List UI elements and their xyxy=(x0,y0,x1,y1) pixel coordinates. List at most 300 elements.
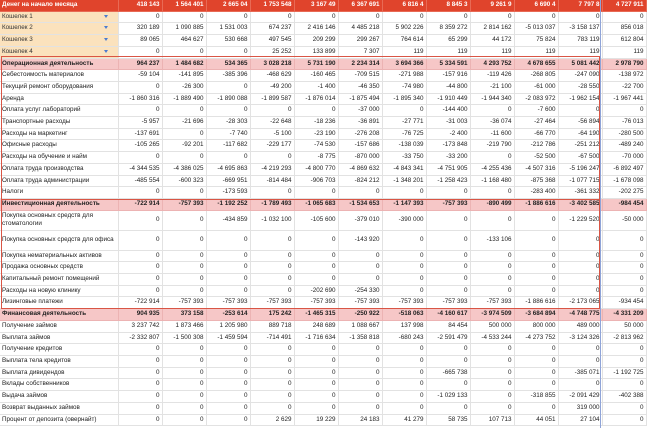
value-cell[interactable]: 0 xyxy=(162,414,206,426)
value-cell[interactable]: -46 350 xyxy=(338,81,382,93)
value-cell[interactable]: 50 000 xyxy=(602,320,646,332)
value-cell[interactable]: 0 xyxy=(206,285,250,297)
row-label-cell[interactable]: Возврат выданных займов xyxy=(0,402,118,414)
value-cell[interactable]: 0 xyxy=(294,262,338,274)
value-cell[interactable]: 0 xyxy=(338,187,382,199)
row-label-cell[interactable]: Налоги xyxy=(0,187,118,199)
value-cell[interactable]: -5 100 xyxy=(250,128,294,140)
value-cell[interactable]: 0 xyxy=(338,391,382,403)
value-cell[interactable]: -33 200 xyxy=(426,152,470,164)
value-cell[interactable]: 0 xyxy=(294,367,338,379)
value-cell[interactable]: -250 922 xyxy=(338,309,382,321)
value-cell[interactable]: 0 xyxy=(206,230,250,250)
value-cell[interactable]: -1 534 653 xyxy=(338,198,382,210)
value-cell[interactable]: 2 665 04 xyxy=(206,0,250,11)
value-cell[interactable]: -890 499 xyxy=(470,198,514,210)
value-cell[interactable]: -824 212 xyxy=(338,175,382,187)
value-cell[interactable]: 0 xyxy=(602,250,646,262)
value-cell[interactable]: -4 751 905 xyxy=(426,163,470,175)
value-cell[interactable]: 0 xyxy=(118,11,162,23)
value-cell[interactable]: -361 332 xyxy=(558,187,602,199)
value-cell[interactable]: 0 xyxy=(514,402,558,414)
value-cell[interactable]: -8 775 xyxy=(294,152,338,164)
value-cell[interactable]: 0 xyxy=(470,355,514,367)
value-cell[interactable]: 783 119 xyxy=(558,35,602,47)
value-cell[interactable]: -105 265 xyxy=(118,140,162,152)
value-cell[interactable]: 0 xyxy=(162,344,206,356)
value-cell[interactable]: -1 678 098 xyxy=(602,175,646,187)
value-cell[interactable]: -875 368 xyxy=(514,175,558,187)
row-label-cell[interactable]: Выплата займов xyxy=(0,332,118,344)
value-cell[interactable]: 25 252 xyxy=(250,46,294,58)
value-cell[interactable]: 0 xyxy=(338,11,382,23)
value-cell[interactable]: -219 790 xyxy=(470,140,514,152)
value-cell[interactable]: -3 402 585 xyxy=(558,198,602,210)
value-cell[interactable]: 0 xyxy=(250,274,294,286)
value-cell[interactable]: -133 106 xyxy=(470,230,514,250)
value-cell[interactable]: 133 899 xyxy=(294,46,338,58)
row-label-cell[interactable]: Продажа основных средств xyxy=(0,262,118,274)
value-cell[interactable]: 0 xyxy=(118,391,162,403)
value-cell[interactable]: -1 860 316 xyxy=(118,93,162,105)
value-cell[interactable]: 0 xyxy=(162,11,206,23)
value-cell[interactable]: 489 000 xyxy=(558,320,602,332)
value-cell[interactable]: 0 xyxy=(382,285,426,297)
value-cell[interactable]: -50 000 xyxy=(602,210,646,230)
value-cell[interactable]: -665 738 xyxy=(426,367,470,379)
value-cell[interactable]: 0 xyxy=(206,81,250,93)
value-cell[interactable]: 0 xyxy=(470,402,514,414)
value-cell[interactable]: -680 243 xyxy=(382,332,426,344)
value-cell[interactable]: -6 892 497 xyxy=(602,163,646,175)
value-cell[interactable]: -2 813 962 xyxy=(602,332,646,344)
value-cell[interactable]: 0 xyxy=(470,250,514,262)
value-cell[interactable]: -56 894 xyxy=(558,117,602,129)
value-cell[interactable]: 4 293 752 xyxy=(470,58,514,70)
row-label-cell[interactable]: Операционная деятельность xyxy=(0,58,118,70)
value-cell[interactable]: -1 944 340 xyxy=(470,93,514,105)
dropdown-arrow-icon[interactable] xyxy=(104,50,108,53)
row-label-cell[interactable]: Себестоимость материалов xyxy=(0,70,118,82)
value-cell[interactable]: -2 400 xyxy=(426,128,470,140)
value-cell[interactable]: -141 895 xyxy=(162,70,206,82)
row-label-cell[interactable] xyxy=(0,46,118,58)
value-cell[interactable]: -52 500 xyxy=(514,152,558,164)
value-cell[interactable]: -33 750 xyxy=(382,152,426,164)
value-cell[interactable]: 464 627 xyxy=(162,35,206,47)
value-cell[interactable]: 0 xyxy=(294,274,338,286)
value-cell[interactable]: -7 740 xyxy=(206,128,250,140)
value-cell[interactable]: 0 xyxy=(470,210,514,230)
row-label-cell[interactable]: Процент от депозита (овернайт) xyxy=(0,414,118,426)
value-cell[interactable]: 0 xyxy=(294,391,338,403)
row-label-cell[interactable]: Выплата тела кредитов xyxy=(0,355,118,367)
value-cell[interactable]: -1 875 494 xyxy=(338,93,382,105)
value-cell[interactable]: 0 xyxy=(162,250,206,262)
value-cell[interactable]: -74 530 xyxy=(294,140,338,152)
value-cell[interactable]: -379 010 xyxy=(338,210,382,230)
value-cell[interactable]: 0 xyxy=(206,379,250,391)
value-cell[interactable]: -5 013 037 xyxy=(514,23,558,35)
value-cell[interactable]: 0 xyxy=(294,11,338,23)
value-cell[interactable]: -2 332 807 xyxy=(118,332,162,344)
value-cell[interactable]: 0 xyxy=(558,274,602,286)
row-label-cell[interactable]: Покупка основных средств для стоматологии xyxy=(0,210,118,230)
value-cell[interactable]: -4 695 863 xyxy=(206,163,250,175)
value-cell[interactable]: -1 789 493 xyxy=(250,198,294,210)
value-cell[interactable]: -468 629 xyxy=(250,70,294,82)
value-cell[interactable]: 0 xyxy=(118,152,162,164)
value-cell[interactable]: -36 891 xyxy=(338,117,382,129)
value-cell[interactable]: 0 xyxy=(382,230,426,250)
value-cell[interactable]: -4 160 617 xyxy=(426,309,470,321)
value-cell[interactable]: -254 330 xyxy=(338,285,382,297)
value-cell[interactable]: -283 400 xyxy=(514,187,558,199)
value-cell[interactable]: -21 100 xyxy=(470,81,514,93)
value-cell[interactable]: -1 147 393 xyxy=(382,198,426,210)
value-cell[interactable]: 0 xyxy=(382,402,426,414)
value-cell[interactable]: 248 689 xyxy=(294,320,338,332)
row-label-cell[interactable]: Получение займов xyxy=(0,320,118,332)
value-cell[interactable]: 58 735 xyxy=(426,414,470,426)
value-cell[interactable]: 19 229 xyxy=(294,414,338,426)
value-cell[interactable]: 0 xyxy=(118,46,162,58)
row-label-cell[interactable]: Вклады собственников xyxy=(0,379,118,391)
value-cell[interactable]: -138 039 xyxy=(382,140,426,152)
value-cell[interactable]: 0 xyxy=(294,355,338,367)
value-cell[interactable]: 3 028 218 xyxy=(250,58,294,70)
value-cell[interactable]: -18 236 xyxy=(294,117,338,129)
value-cell[interactable]: 0 xyxy=(250,250,294,262)
value-cell[interactable]: -385 071 xyxy=(558,367,602,379)
value-cell[interactable]: 0 xyxy=(294,379,338,391)
value-cell[interactable]: -757 393 xyxy=(250,297,294,309)
value-cell[interactable]: -390 000 xyxy=(382,210,426,230)
value-cell[interactable]: 0 xyxy=(558,250,602,262)
value-cell[interactable]: 27 104 xyxy=(558,414,602,426)
value-cell[interactable]: 0 xyxy=(118,187,162,199)
value-cell[interactable]: 0 xyxy=(162,210,206,230)
value-cell[interactable]: 0 xyxy=(382,355,426,367)
value-cell[interactable]: 0 xyxy=(206,46,250,58)
value-cell[interactable]: 3 237 742 xyxy=(118,320,162,332)
value-cell[interactable]: 299 267 xyxy=(338,35,382,47)
value-cell[interactable]: -70 000 xyxy=(602,152,646,164)
value-cell[interactable]: 674 237 xyxy=(250,23,294,35)
value-cell[interactable]: 2 416 146 xyxy=(294,23,338,35)
value-cell[interactable]: -26 300 xyxy=(162,81,206,93)
value-cell[interactable]: -36 074 xyxy=(470,117,514,129)
value-cell[interactable]: 0 xyxy=(206,391,250,403)
value-cell[interactable]: 0 xyxy=(558,355,602,367)
value-cell[interactable]: 0 xyxy=(338,402,382,414)
value-cell[interactable]: 3 694 366 xyxy=(382,58,426,70)
value-cell[interactable]: 0 xyxy=(250,187,294,199)
value-cell[interactable]: 497 545 xyxy=(250,35,294,47)
value-cell[interactable]: 24 183 xyxy=(338,414,382,426)
value-cell[interactable]: 964 237 xyxy=(118,58,162,70)
value-cell[interactable]: 0 xyxy=(338,344,382,356)
row-label-cell[interactable]: Аренда xyxy=(0,93,118,105)
value-cell[interactable]: -1 358 818 xyxy=(338,332,382,344)
value-cell[interactable]: -1 716 634 xyxy=(294,332,338,344)
value-cell[interactable]: -757 393 xyxy=(206,297,250,309)
value-cell[interactable]: 0 xyxy=(206,414,250,426)
value-cell[interactable]: -4 800 770 xyxy=(294,163,338,175)
value-cell[interactable]: -27 464 xyxy=(514,117,558,129)
value-cell[interactable]: -1 886 616 xyxy=(514,297,558,309)
value-cell[interactable]: 119 xyxy=(470,46,514,58)
value-cell[interactable]: 320 189 xyxy=(118,23,162,35)
value-cell[interactable]: 0 xyxy=(382,262,426,274)
value-cell[interactable]: 0 xyxy=(514,344,558,356)
value-cell[interactable]: -119 426 xyxy=(470,70,514,82)
value-cell[interactable]: 3 167 49 xyxy=(294,0,338,11)
value-cell[interactable]: -251 212 xyxy=(558,140,602,152)
value-cell[interactable]: 0 xyxy=(294,230,338,250)
value-cell[interactable]: -28 550 xyxy=(558,81,602,93)
row-label-cell[interactable]: Офисные расходы xyxy=(0,140,118,152)
value-cell[interactable]: 0 xyxy=(426,285,470,297)
value-cell[interactable]: -5 196 247 xyxy=(558,163,602,175)
value-cell[interactable]: 0 xyxy=(294,344,338,356)
value-cell[interactable]: 0 xyxy=(470,105,514,117)
row-label-cell[interactable]: Текущий ремонт оборудования xyxy=(0,81,118,93)
value-cell[interactable]: -37 000 xyxy=(338,105,382,117)
value-cell[interactable]: 0 xyxy=(250,285,294,297)
value-cell[interactable]: -280 500 xyxy=(602,128,646,140)
value-cell[interactable]: -229 177 xyxy=(250,140,294,152)
value-cell[interactable]: -4 843 341 xyxy=(382,163,426,175)
value-cell[interactable]: 0 xyxy=(250,355,294,367)
value-cell[interactable]: 1 088 667 xyxy=(338,320,382,332)
value-cell[interactable]: -4 255 436 xyxy=(470,163,514,175)
value-cell[interactable]: 0 xyxy=(426,210,470,230)
value-cell[interactable]: 1 564 401 xyxy=(162,0,206,11)
value-cell[interactable]: -870 000 xyxy=(338,152,382,164)
value-cell[interactable]: 0 xyxy=(382,187,426,199)
value-cell[interactable]: -64 190 xyxy=(558,128,602,140)
value-cell[interactable]: -757 393 xyxy=(162,198,206,210)
value-cell[interactable]: -4 331 209 xyxy=(602,309,646,321)
value-cell[interactable]: -489 240 xyxy=(602,140,646,152)
value-cell[interactable]: 0 xyxy=(250,344,294,356)
value-cell[interactable]: 0 xyxy=(338,367,382,379)
value-cell[interactable]: -1 500 308 xyxy=(162,332,206,344)
value-cell[interactable]: 119 xyxy=(602,46,646,58)
value-cell[interactable]: 0 xyxy=(382,344,426,356)
dropdown-arrow-icon[interactable] xyxy=(104,38,108,41)
row-label-cell[interactable]: Финансовая деятельность xyxy=(0,309,118,321)
value-cell[interactable]: 0 xyxy=(602,379,646,391)
value-cell[interactable]: 500 000 xyxy=(470,320,514,332)
value-cell[interactable]: -1 029 133 xyxy=(426,391,470,403)
value-cell[interactable]: 0 xyxy=(514,274,558,286)
value-cell[interactable]: 7 797 8 xyxy=(558,0,602,11)
value-cell[interactable]: -11 600 xyxy=(470,128,514,140)
value-cell[interactable]: 119 xyxy=(426,46,470,58)
value-cell[interactable]: 0 xyxy=(470,344,514,356)
value-cell[interactable]: 0 xyxy=(426,402,470,414)
value-cell[interactable]: 0 xyxy=(118,274,162,286)
value-cell[interactable]: 0 xyxy=(118,262,162,274)
value-cell[interactable]: 6 367 691 xyxy=(338,0,382,11)
value-cell[interactable]: 0 xyxy=(118,230,162,250)
value-cell[interactable]: 0 xyxy=(250,105,294,117)
value-cell[interactable]: -757 393 xyxy=(294,297,338,309)
value-cell[interactable]: 0 xyxy=(470,274,514,286)
value-cell[interactable]: -669 951 xyxy=(206,175,250,187)
value-cell[interactable]: -757 393 xyxy=(338,297,382,309)
value-cell[interactable]: 0 xyxy=(250,11,294,23)
value-cell[interactable]: -757 393 xyxy=(426,297,470,309)
value-cell[interactable]: 4 678 655 xyxy=(514,58,558,70)
value-cell[interactable]: 0 xyxy=(602,414,646,426)
value-cell[interactable]: 0 xyxy=(382,274,426,286)
value-cell[interactable]: -202 690 xyxy=(294,285,338,297)
value-cell[interactable]: -2 591 479 xyxy=(426,332,470,344)
row-label-cell[interactable]: Выдача займов xyxy=(0,391,118,403)
value-cell[interactable]: 0 xyxy=(338,250,382,262)
value-cell[interactable]: 0 xyxy=(602,230,646,250)
value-cell[interactable]: 44 051 xyxy=(514,414,558,426)
value-cell[interactable]: 0 xyxy=(250,402,294,414)
value-cell[interactable]: -74 980 xyxy=(382,81,426,93)
value-cell[interactable]: 0 xyxy=(294,250,338,262)
value-cell[interactable]: -5 957 xyxy=(118,117,162,129)
value-cell[interactable]: 0 xyxy=(514,230,558,250)
value-cell[interactable]: -1 065 683 xyxy=(294,198,338,210)
value-cell[interactable]: -137 691 xyxy=(118,128,162,140)
value-cell[interactable]: 0 xyxy=(118,379,162,391)
value-cell[interactable]: -22 648 xyxy=(250,117,294,129)
value-cell[interactable]: 44 172 xyxy=(470,35,514,47)
value-cell[interactable]: -28 303 xyxy=(206,117,250,129)
value-cell[interactable]: 0 xyxy=(118,250,162,262)
value-cell[interactable]: -138 972 xyxy=(602,70,646,82)
value-cell[interactable]: 2 629 xyxy=(250,414,294,426)
value-cell[interactable]: 0 xyxy=(162,402,206,414)
value-cell[interactable]: -600 323 xyxy=(162,175,206,187)
value-cell[interactable]: 1 090 885 xyxy=(162,23,206,35)
value-cell[interactable]: -49 200 xyxy=(250,81,294,93)
value-cell[interactable]: -157 686 xyxy=(338,140,382,152)
value-cell[interactable]: 0 xyxy=(206,402,250,414)
value-cell[interactable]: 0 xyxy=(118,105,162,117)
value-cell[interactable]: -3 974 509 xyxy=(470,309,514,321)
row-label-cell[interactable]: Транспортные расходы xyxy=(0,117,118,129)
value-cell[interactable]: -3 684 894 xyxy=(514,309,558,321)
value-cell[interactable]: -27 771 xyxy=(382,117,426,129)
value-cell[interactable]: 0 xyxy=(602,11,646,23)
value-cell[interactable]: 0 xyxy=(382,391,426,403)
value-cell[interactable]: -2 091 429 xyxy=(558,391,602,403)
value-cell[interactable]: 0 xyxy=(294,105,338,117)
value-cell[interactable]: -402 388 xyxy=(602,391,646,403)
value-cell[interactable]: -4 219 293 xyxy=(250,163,294,175)
value-cell[interactable]: -117 682 xyxy=(206,140,250,152)
value-cell[interactable]: 0 xyxy=(470,187,514,199)
value-cell[interactable]: 0 xyxy=(602,355,646,367)
value-cell[interactable]: 0 xyxy=(602,274,646,286)
value-cell[interactable]: 0 xyxy=(426,250,470,262)
value-cell[interactable]: 0 xyxy=(162,46,206,58)
value-cell[interactable]: 0 xyxy=(382,11,426,23)
value-cell[interactable]: 0 xyxy=(602,402,646,414)
value-cell[interactable]: -4 273 752 xyxy=(514,332,558,344)
value-cell[interactable]: 800 000 xyxy=(514,320,558,332)
value-cell[interactable]: 4 727 911 xyxy=(602,0,646,11)
value-cell[interactable]: 0 xyxy=(118,81,162,93)
value-cell[interactable]: 0 xyxy=(602,262,646,274)
value-cell[interactable]: 0 xyxy=(206,274,250,286)
value-cell[interactable]: 119 xyxy=(558,46,602,58)
value-cell[interactable]: -143 920 xyxy=(338,230,382,250)
value-cell[interactable]: -434 859 xyxy=(206,210,250,230)
value-cell[interactable]: -4 386 025 xyxy=(162,163,206,175)
value-cell[interactable]: 107 713 xyxy=(470,414,514,426)
row-label-cell[interactable] xyxy=(0,11,118,23)
value-cell[interactable]: -709 515 xyxy=(338,70,382,82)
value-cell[interactable]: -4 507 316 xyxy=(514,163,558,175)
value-cell[interactable]: 319 000 xyxy=(558,402,602,414)
value-cell[interactable]: 0 xyxy=(426,262,470,274)
value-cell[interactable]: 0 xyxy=(206,11,250,23)
value-cell[interactable]: -1 459 594 xyxy=(206,332,250,344)
value-cell[interactable]: 137 998 xyxy=(382,320,426,332)
value-cell[interactable]: -1 192 252 xyxy=(206,198,250,210)
value-cell[interactable]: 418 143 xyxy=(118,0,162,11)
value-cell[interactable]: 0 xyxy=(338,355,382,367)
value-cell[interactable]: 5 902 226 xyxy=(382,23,426,35)
value-cell[interactable]: 0 xyxy=(118,355,162,367)
value-cell[interactable]: 0 xyxy=(558,344,602,356)
value-cell[interactable]: 0 xyxy=(558,285,602,297)
value-cell[interactable]: -276 208 xyxy=(338,128,382,140)
value-cell[interactable]: 0 xyxy=(162,391,206,403)
row-label-cell[interactable]: Выплата дивидендов xyxy=(0,367,118,379)
value-cell[interactable]: 0 xyxy=(470,262,514,274)
value-cell[interactable]: 0 xyxy=(602,344,646,356)
value-cell[interactable]: 5 334 591 xyxy=(426,58,470,70)
value-cell[interactable]: 0 xyxy=(206,262,250,274)
value-cell[interactable]: -757 393 xyxy=(162,297,206,309)
value-cell[interactable]: -1 348 201 xyxy=(382,175,426,187)
value-cell[interactable]: 612 804 xyxy=(602,35,646,47)
value-cell[interactable]: 0 xyxy=(162,128,206,140)
value-cell[interactable]: -1 400 xyxy=(294,81,338,93)
value-cell[interactable]: 0 xyxy=(470,367,514,379)
value-cell[interactable]: -61 000 xyxy=(514,81,558,93)
value-cell[interactable]: 4 485 218 xyxy=(338,23,382,35)
value-cell[interactable]: 75 824 xyxy=(514,35,558,47)
value-cell[interactable]: 0 xyxy=(118,210,162,230)
value-cell[interactable]: 0 xyxy=(206,355,250,367)
value-cell[interactable]: 0 xyxy=(206,105,250,117)
value-cell[interactable]: 0 xyxy=(250,230,294,250)
value-cell[interactable]: 0 xyxy=(206,367,250,379)
value-cell[interactable]: 0 xyxy=(426,11,470,23)
value-cell[interactable]: 0 xyxy=(162,152,206,164)
value-cell[interactable]: -1 899 587 xyxy=(250,93,294,105)
value-cell[interactable]: 0 xyxy=(162,274,206,286)
value-cell[interactable]: 0 xyxy=(118,367,162,379)
value-cell[interactable]: -4 344 535 xyxy=(118,163,162,175)
row-label-cell[interactable]: Денег на начало месяца xyxy=(0,0,118,11)
value-cell[interactable]: -23 190 xyxy=(294,128,338,140)
value-cell[interactable]: 1 484 682 xyxy=(162,58,206,70)
row-label-cell[interactable]: Оплата услуг лабораторий xyxy=(0,105,118,117)
